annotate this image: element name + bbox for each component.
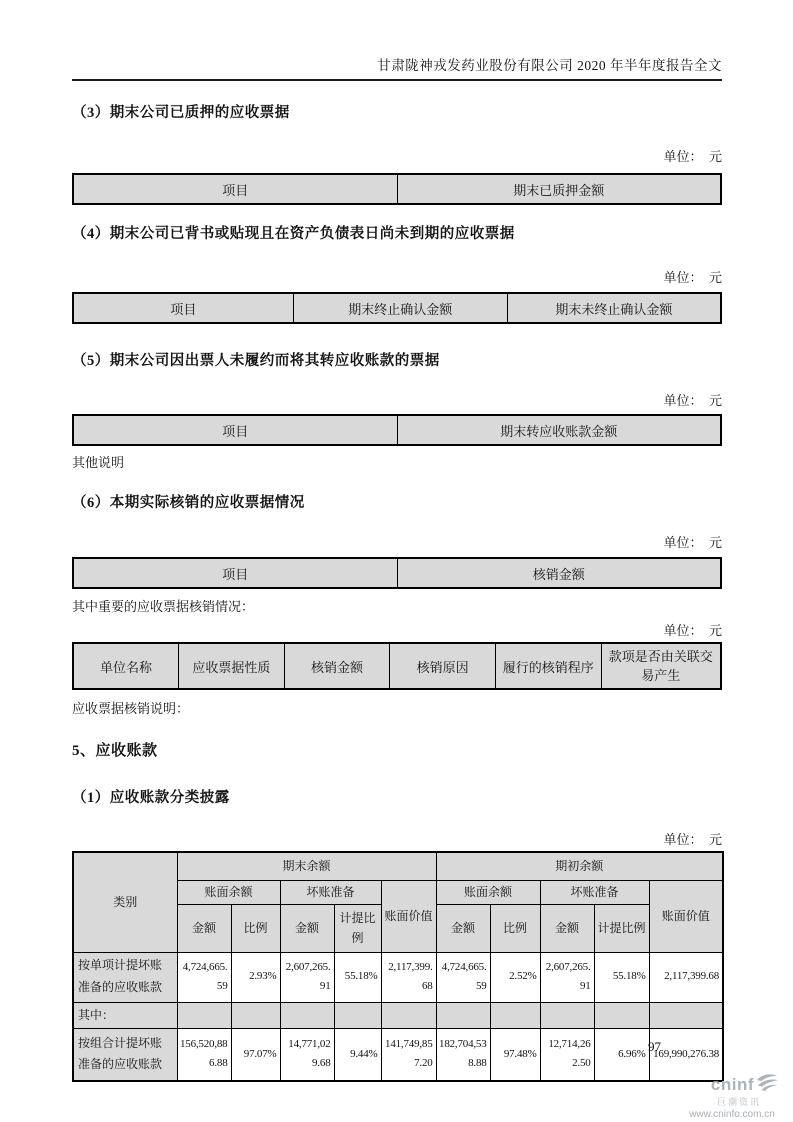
writeoff-explanation-note: 应收票据核销说明：	[72, 701, 190, 716]
beginning-amount-cell: 4,724,665.59	[436, 952, 490, 1002]
empty-cell	[231, 1002, 280, 1029]
cninfo-logo	[677, 1072, 787, 1120]
empty-cell	[436, 1002, 490, 1029]
ending-provision-ratio-cell: 55.18%	[334, 952, 381, 1002]
empty-cell	[280, 1002, 334, 1029]
beginning-book-value-cell: 2,117,399.68	[649, 952, 723, 1002]
cninfo-swirl-icon	[755, 1072, 779, 1096]
table-row-individual-provision	[73, 952, 723, 1002]
transferred-col-amount: 期末转应收账款金额	[397, 415, 721, 445]
unit-label: 单位： 元	[663, 393, 722, 408]
receivables-heading: 5、应收账款	[72, 743, 158, 759]
writeoff-table	[72, 557, 722, 589]
ending-ratio-header: 比例	[231, 904, 280, 952]
unit-label: 单位： 元	[663, 149, 722, 164]
category-cell: 按单项计提坏账准备的应收账款	[73, 952, 177, 1002]
group-ending-balance: 期末余额	[177, 852, 436, 880]
ending-bad-amount-header: 金额	[280, 904, 334, 952]
beginning-ratio-header: 比例	[490, 904, 540, 952]
transferred-notes-table	[72, 414, 722, 446]
important-writeoff-note: 其中重要的应收票据核销情况：	[72, 599, 255, 614]
beginning-bad-debt-cell: 12,714,262.50	[540, 1029, 594, 1081]
writeoff-col-amount: 核销金额	[397, 558, 721, 588]
empty-cell	[490, 1002, 540, 1029]
beginning-book-value: 账面价值	[649, 880, 723, 952]
detail-col-amount: 核销金额	[284, 643, 390, 689]
ending-book-value-cell: 141,749,857.20	[381, 1029, 436, 1081]
writeoff-col-item: 项目	[73, 558, 397, 588]
ending-bad-debt: 坏账准备	[280, 880, 381, 904]
pledged-notes-table	[72, 173, 722, 205]
beginning-ratio-cell: 97.48%	[490, 1029, 540, 1081]
ending-ratio-cell: 2.93%	[231, 952, 280, 1002]
ending-book-value: 账面价值	[381, 880, 436, 952]
detail-col-note-nature: 应收票据性质	[179, 643, 285, 689]
section-6-heading: （6）本期实际核销的应收票据情况	[72, 495, 305, 511]
beginning-provision-ratio-header: 计提比例	[594, 904, 649, 952]
other-explanation-note: 其他说明	[72, 455, 125, 470]
empty-cell	[381, 1002, 436, 1029]
unit-label: 单位： 元	[663, 623, 722, 638]
receivables-sub-heading: （1）应收账款分类披露	[72, 790, 230, 806]
empty-cell	[177, 1002, 231, 1029]
empty-cell	[334, 1002, 381, 1029]
beginning-bad-debt: 坏账准备	[540, 880, 649, 904]
table-row-among-which	[73, 1002, 723, 1029]
unit-label: 单位： 元	[663, 535, 722, 550]
beginning-provision-ratio-cell: 6.96%	[594, 1029, 649, 1081]
ending-bad-debt-cell: 14,771,029.68	[280, 1029, 334, 1081]
section-5-heading: （5）期末公司因出票人未履约而将其转应收账款的票据	[72, 353, 440, 369]
ending-provision-ratio-header: 计提比例	[334, 904, 381, 952]
endorsed-col-not-derecognized: 期末未终止确认金额	[507, 293, 721, 323]
endorsed-col-derecognized: 期末终止确认金额	[293, 293, 507, 323]
beginning-provision-ratio-cell: 55.18%	[594, 952, 649, 1002]
ending-amount-cell: 156,520,886.88	[177, 1029, 231, 1081]
ending-book-balance: 账面余额	[177, 880, 280, 904]
cninfo-logo-url: www.cninfo.com.cn	[689, 1109, 775, 1120]
table-row-portfolio-provision	[73, 1029, 723, 1081]
writeoff-detail-table	[72, 642, 722, 690]
pledged-col-amount: 期末已质押金额	[397, 174, 721, 204]
ending-amount-header: 金额	[177, 904, 231, 952]
detail-col-unit-name: 单位名称	[73, 643, 179, 689]
ending-bad-debt-cell: 2,607,265.91	[280, 952, 334, 1002]
beginning-bad-debt-cell: 2,607,265.91	[540, 952, 594, 1002]
category-cell: 其中：	[73, 1002, 177, 1029]
page-number: 97	[648, 1039, 661, 1054]
beginning-book-value-cell: 169,990,276.38	[649, 1029, 723, 1081]
cninfo-logo-row	[677, 1072, 787, 1096]
section-4-heading: （4）期末公司已背书或贴现且在资产负债表日尚未到期的应收票据	[72, 226, 515, 242]
empty-cell	[594, 1002, 649, 1029]
group-beginning-balance: 期初余额	[436, 852, 723, 880]
cninfo-logo-cn: 巨潮资讯	[716, 1097, 761, 1107]
detail-col-procedure: 履行的核销程序	[495, 643, 601, 689]
detail-col-reason: 核销原因	[390, 643, 496, 689]
beginning-ratio-cell: 2.52%	[490, 952, 540, 1002]
ending-ratio-cell: 97.07%	[231, 1029, 280, 1081]
pledged-col-item: 项目	[73, 174, 397, 204]
receivables-classification-table	[72, 851, 724, 1082]
endorsed-col-item: 项目	[73, 293, 293, 323]
col-category: 类别	[73, 852, 177, 952]
ending-book-value-cell: 2,117,399.68	[381, 952, 436, 1002]
beginning-amount-cell: 182,704,538.88	[436, 1029, 490, 1081]
section-3-heading: （3）期末公司已质押的应收票据	[72, 105, 290, 121]
empty-cell	[649, 1002, 723, 1029]
beginning-amount-header: 金额	[436, 904, 490, 952]
empty-cell	[540, 1002, 594, 1029]
category-cell: 按组合计提坏账准备的应收账款	[73, 1029, 177, 1081]
page-header-title: 甘肃陇神戎发药业股份有限公司 2020 年半年度报告全文	[377, 58, 722, 73]
transferred-col-item: 项目	[73, 415, 397, 445]
beginning-book-balance: 账面余额	[436, 880, 540, 904]
detail-col-related-party: 款项是否由关联交易产生	[601, 643, 721, 689]
page-content	[72, 0, 722, 1082]
unit-label: 单位： 元	[663, 270, 722, 285]
endorsed-notes-table	[72, 292, 722, 324]
page-header	[72, 0, 722, 81]
ending-amount-cell: 4,724,665.59	[177, 952, 231, 1002]
cninfo-logo-text: cninf	[710, 1074, 754, 1094]
unit-label: 单位： 元	[663, 832, 722, 847]
ending-provision-ratio-cell: 9.44%	[334, 1029, 381, 1081]
beginning-bad-amount-header: 金额	[540, 904, 594, 952]
